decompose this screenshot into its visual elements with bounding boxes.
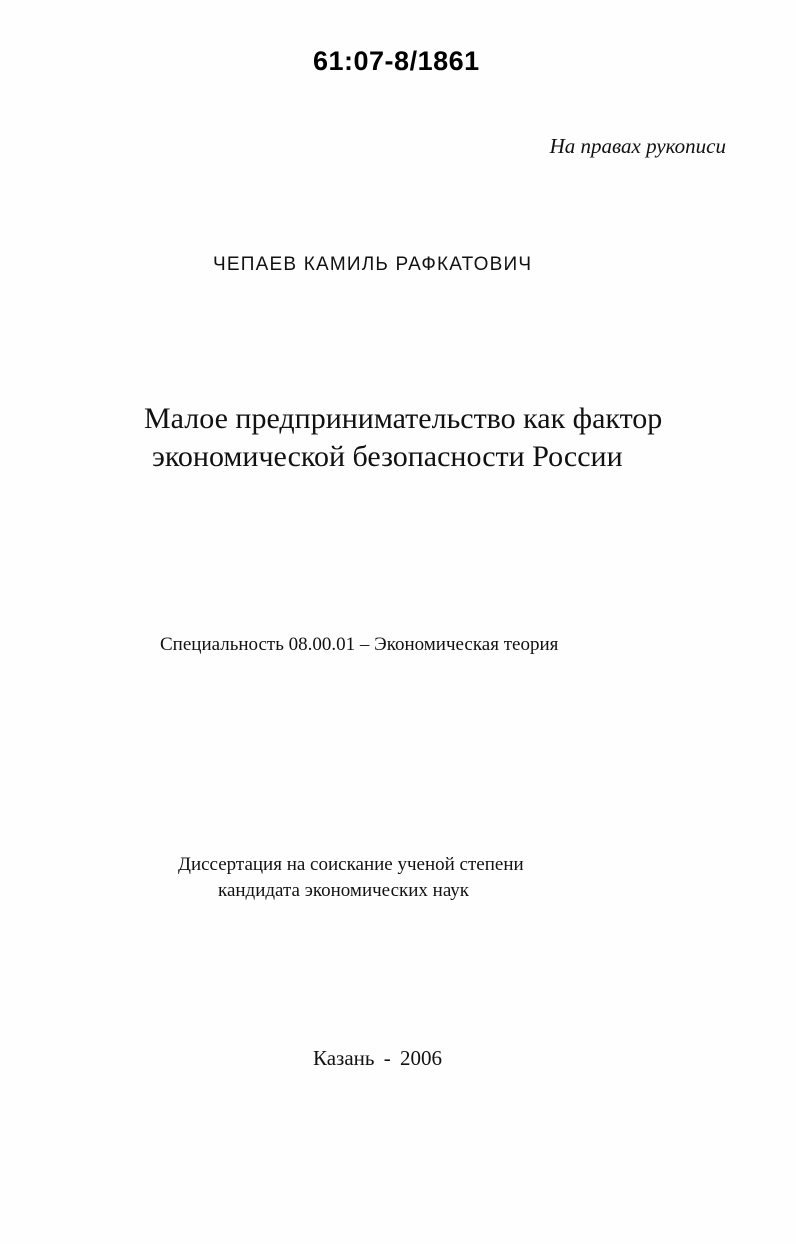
- title-line-2: экономической безопасности России: [152, 440, 623, 473]
- title-line-1: Малое предпринимательство как фактор: [144, 402, 663, 435]
- degree-statement: [178, 852, 524, 904]
- specialty-line: Специальность 08.00.01 – Экономическая теория: [160, 634, 559, 655]
- manuscript-note: На правах рукописи: [549, 134, 726, 158]
- place-and-year: Казань - 2006: [313, 1046, 442, 1070]
- degree-line-2: кандидата экономических наук: [218, 880, 470, 901]
- degree-line-1: Диссертация на соискание ученой степени: [178, 854, 524, 875]
- dissertation-title: [144, 400, 662, 476]
- archive-code: 61:07-8/1861: [313, 46, 480, 76]
- author-name: ЧЕПАЕВ КАМИЛЬ РАФКАТОВИЧ: [213, 254, 533, 275]
